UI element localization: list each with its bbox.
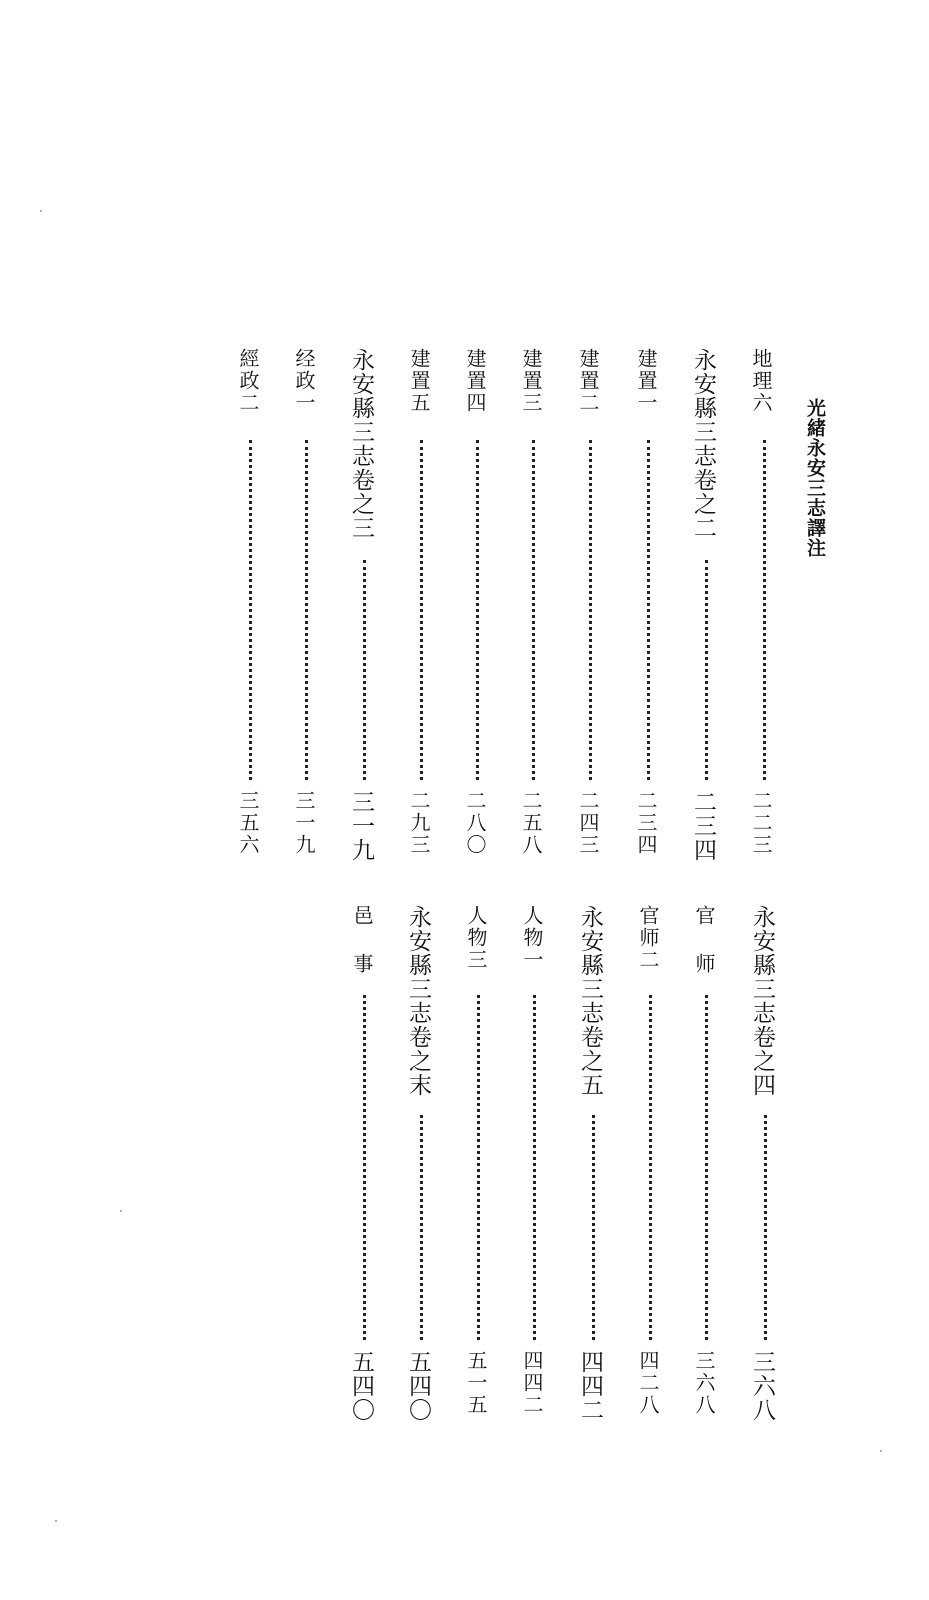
toc-volume-page: 五四〇	[405, 1350, 431, 1422]
toc-volume-label: 永安縣三志卷之二	[690, 348, 716, 540]
leader-dots	[249, 440, 252, 780]
leader-dots	[763, 440, 766, 780]
toc-entry-page: 五一五	[464, 1350, 488, 1416]
leader-dots	[649, 995, 652, 1340]
scan-speck	[880, 1450, 882, 1452]
toc-volume-page: 三一九	[348, 790, 374, 862]
toc-entry-label: 建置四	[463, 348, 487, 414]
toc-entry-label: 建置五	[407, 348, 431, 414]
scan-speck	[40, 210, 42, 212]
leader-dots	[705, 995, 708, 1340]
toc-entry-page: 二八〇	[463, 790, 487, 856]
toc-entry-label: 建置二	[576, 348, 600, 414]
toc-entry-page: 二二三	[749, 790, 773, 856]
toc-entry-page: 三一九	[292, 790, 316, 856]
leader-dots	[477, 995, 480, 1340]
toc-entry-page: 二三四	[634, 790, 658, 856]
toc-entry-label: 建置一	[634, 348, 658, 414]
toc-volume-label: 永安縣三志卷之末	[405, 905, 431, 1097]
scan-speck	[55, 1520, 57, 1522]
toc-volume-label: 永安縣三志卷之四	[749, 905, 775, 1097]
leader-dots	[705, 560, 708, 780]
toc-entry-page: 五四〇	[348, 1350, 374, 1422]
toc-volume-page: 三六八	[749, 1350, 775, 1422]
toc-entry-page: 四二八	[636, 1350, 660, 1416]
toc-volume-page: 四四二	[577, 1350, 603, 1422]
leader-dots	[420, 1115, 423, 1340]
toc-entry-page: 三五六	[236, 790, 260, 856]
leader-dots	[363, 560, 366, 780]
running-title: 光緒永安三志譯注	[804, 398, 826, 558]
toc-entry-label: 經政二	[236, 348, 260, 414]
leader-dots	[764, 1115, 767, 1340]
leader-dots	[420, 440, 423, 780]
leader-dots	[532, 440, 535, 780]
leader-dots	[647, 440, 650, 780]
scan-speck	[120, 1210, 122, 1212]
toc-volume-page: 二三四	[690, 790, 716, 862]
toc-entry-label: 邑 事	[350, 905, 374, 975]
toc-entry-label: 人物一	[520, 905, 544, 971]
leader-dots	[592, 1115, 595, 1340]
toc-volume-label: 永安縣三志卷之三	[348, 348, 374, 540]
toc-entry-label: 经政一	[292, 348, 316, 414]
toc-entry-page: 三六八	[692, 1350, 716, 1416]
leader-dots	[305, 440, 308, 780]
toc-entry-page: 二九三	[407, 790, 431, 856]
leader-dots	[476, 440, 479, 780]
toc-entry-page: 四四二	[520, 1350, 544, 1416]
toc-entry-label: 官师二	[636, 905, 660, 971]
leader-dots	[363, 995, 366, 1340]
leader-dots	[533, 995, 536, 1340]
toc-entry-label: 人物三	[464, 905, 488, 971]
toc-entry-page: 二四三	[576, 790, 600, 856]
toc-entry-label: 地理六	[749, 348, 773, 414]
toc-entry-page: 二五八	[519, 790, 543, 856]
toc-entry-label: 建置三	[519, 348, 543, 414]
toc-volume-label: 永安縣三志卷之五	[577, 905, 603, 1097]
toc-entry-label: 官 师	[692, 905, 716, 975]
leader-dots	[589, 440, 592, 780]
